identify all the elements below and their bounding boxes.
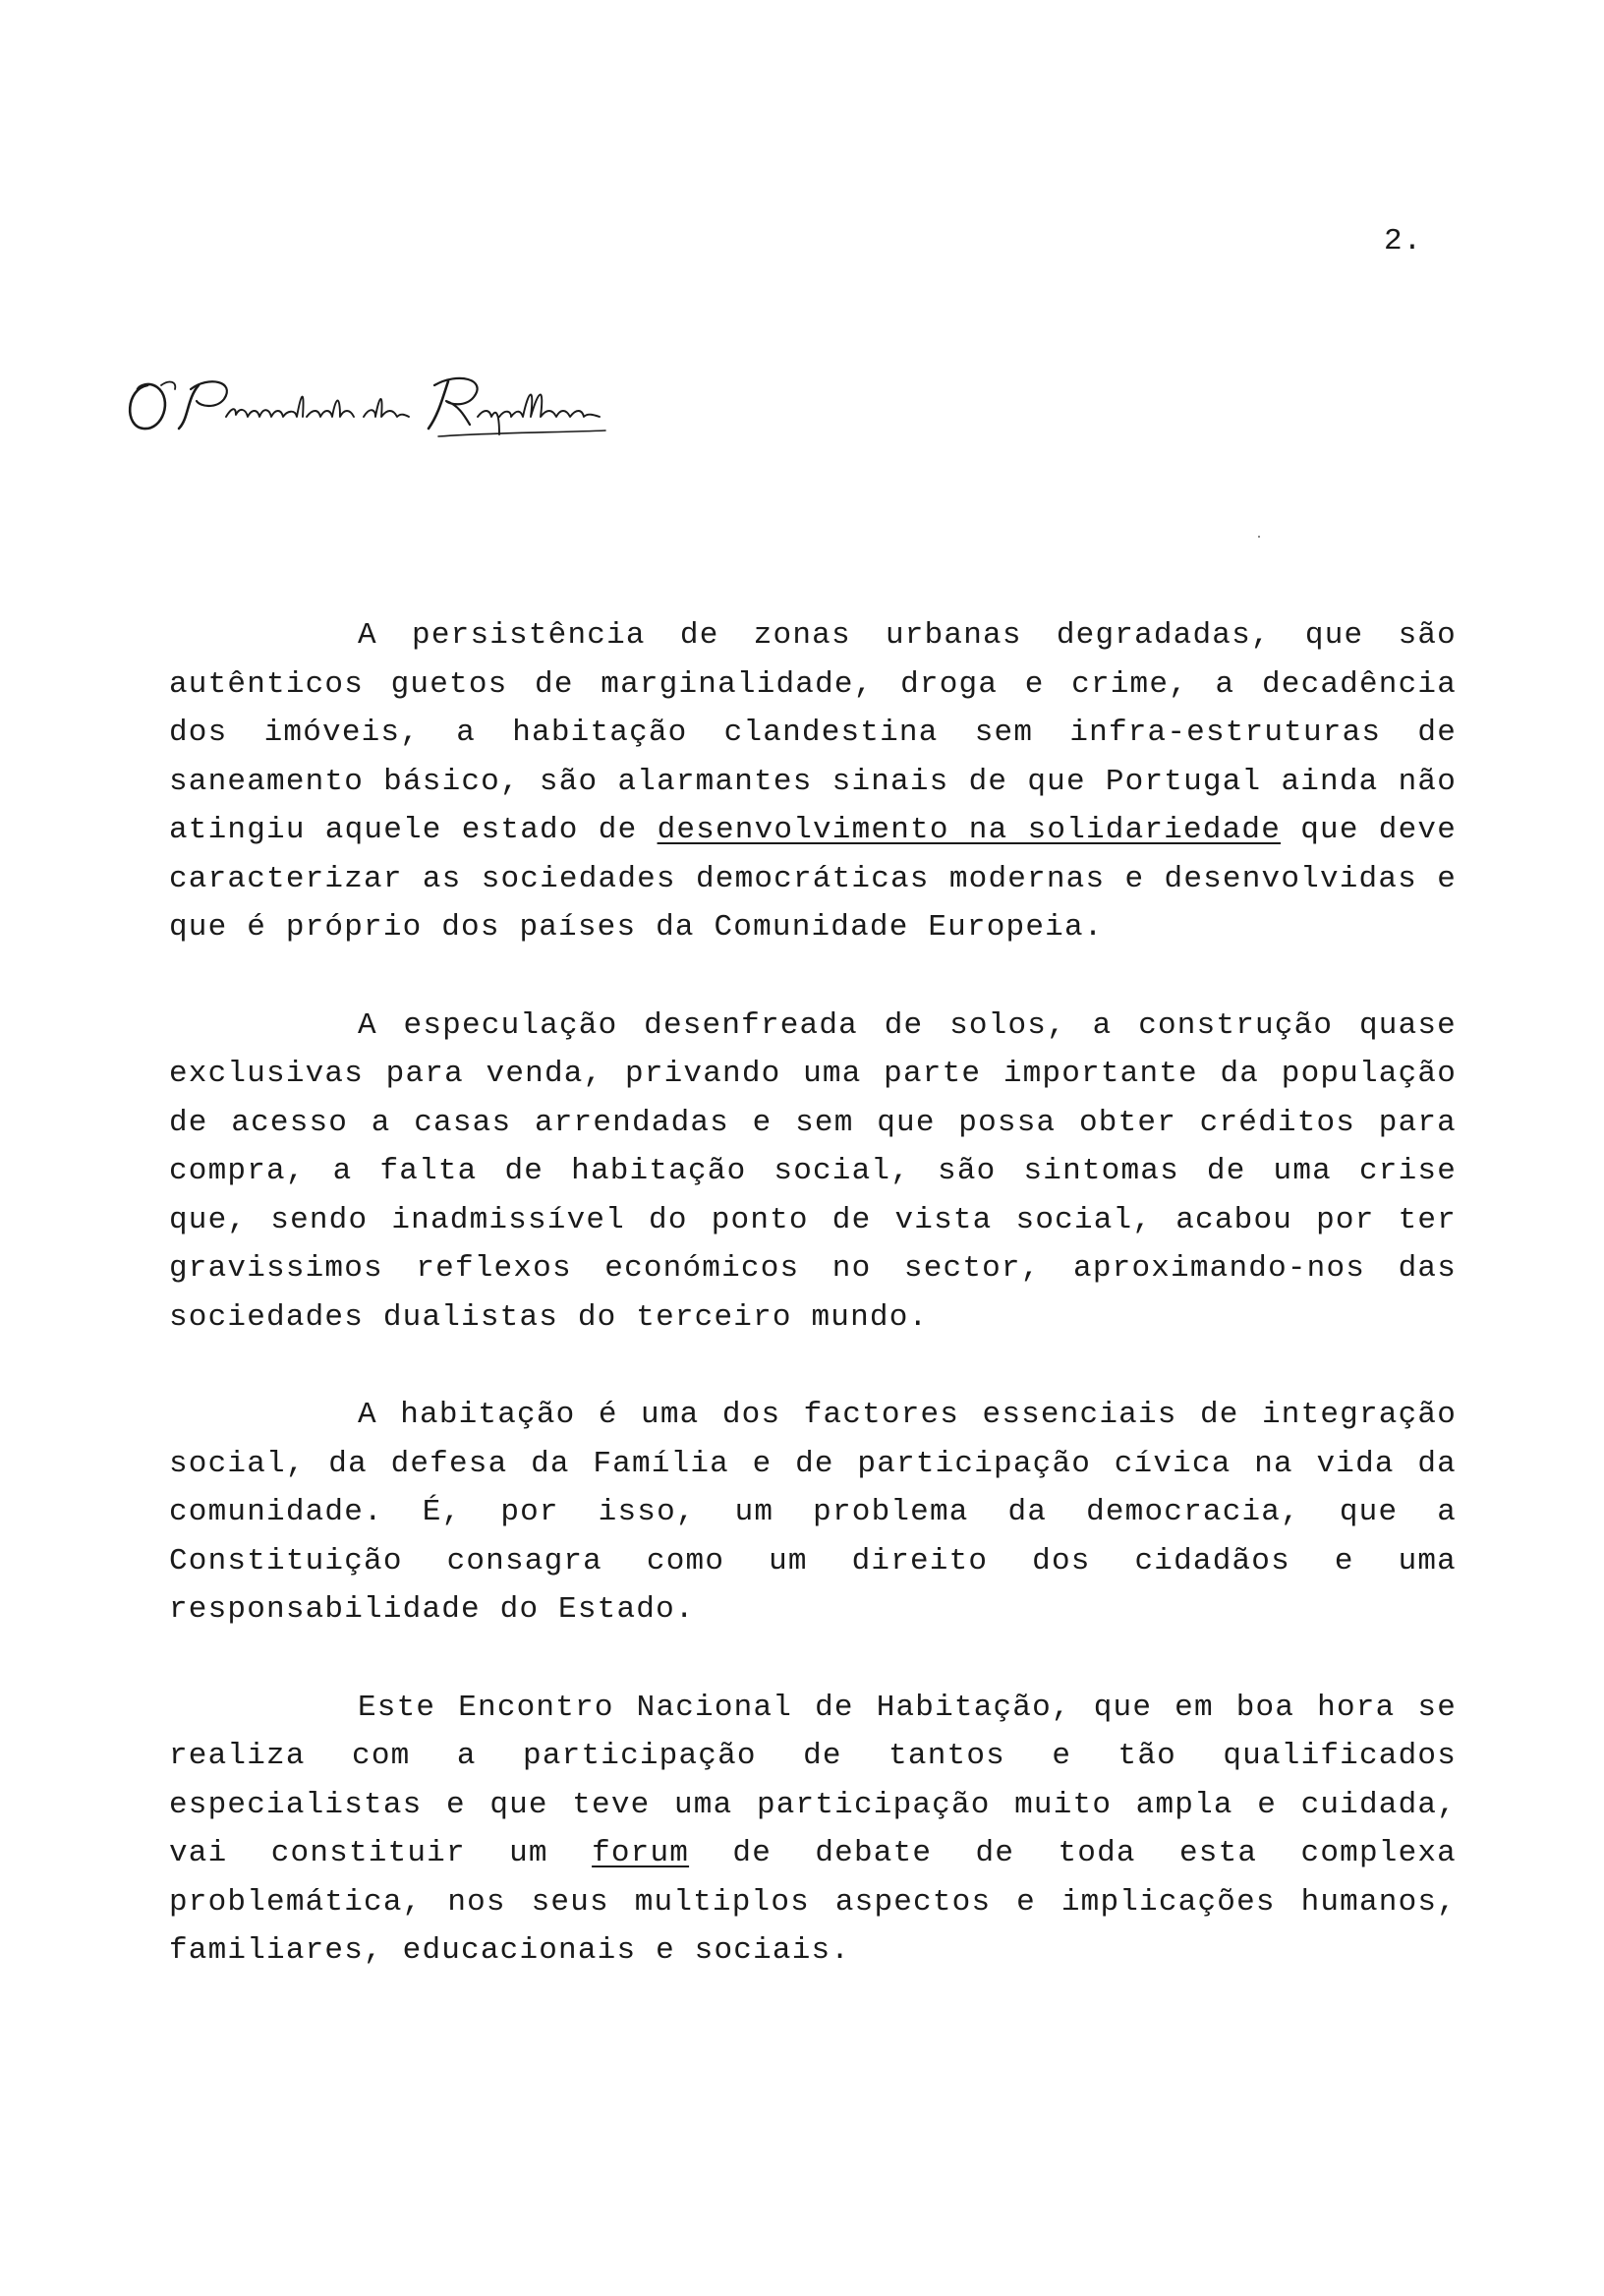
paragraph-3: A habitação é uma dos factores essenciais de integração social, da defesa da Família e de participação cívica na vida da comunidade. É, por isso, um problema da democracia, que a Constituição consagra como um direito dos cidadãos e uma responsabilidade do Estado. — [169, 1398, 1457, 1627]
letter-body — [169, 611, 1457, 2025]
paragraph-4-text-end: de debate de toda esta complexa problemática, nos seus multiplos aspectos e implicações humanos, familiares, educacionais e sociais. — [169, 1836, 1457, 1968]
paragraph-1-text-end: que deve caracterizar as sociedades democráticas modernas e desenvolvidas e que é próprio dos países da Comunidade Europeia. — [169, 813, 1458, 945]
presidential-letterhead-logo — [118, 356, 688, 444]
paragraph-2: A especulação desenfreada de solos, a construção quase exclusivas para venda, privando uma parte importante da população de acesso a casas arrendadas e sem que possa obter créditos para compra, a falta de habitação social, são sintomas de uma crise que, sendo inadmissível do ponto de vista social, acabou por ter gravissimos reflexos económicos no sector, aproximando-nos das sociedades dualistas do terceiro mundo. — [169, 1007, 1457, 1335]
paragraph-1-text-start: A persistência de zonas urbanas degradadas, que são autênticos guetos de marginalidade, droga e crime, a decadência dos imóveis, a habitação clandestina sem infra-estruturas de saneamento básico, são alarmantes sinais de que Portugal ainda não atingiu aquele estado de — [169, 618, 1457, 847]
underlined-phrase-solidariedade: desenvolvimento na solidariedade — [657, 813, 1282, 847]
paragraph-4-text-start: Este Encontro Nacional de Habitação, que em boa hora se realiza com a participação de tantos e tão qualificados especialistas e que teve uma participação muito ampla e cuidada, vai constituir um — [169, 1690, 1457, 1870]
paragraph-1 — [169, 611, 1457, 952]
stray-mark — [1258, 536, 1260, 538]
underlined-word-forum: forum — [592, 1836, 690, 1870]
page-number: 2. — [1384, 224, 1423, 258]
paragraph-4 — [169, 1684, 1457, 1976]
